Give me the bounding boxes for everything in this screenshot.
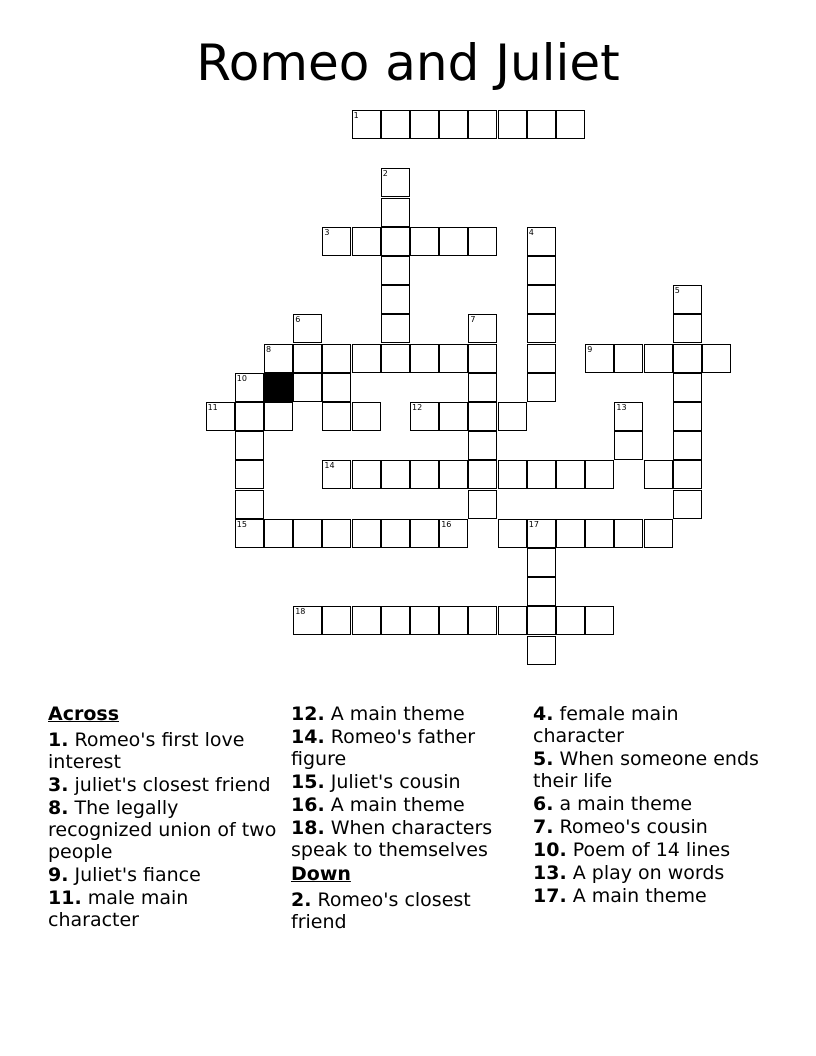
across-clue <box>291 703 521 725</box>
grid-cell[interactable] <box>439 519 468 548</box>
grid-cell[interactable] <box>468 110 497 139</box>
grid-cell[interactable] <box>468 490 497 519</box>
grid-cell[interactable] <box>381 227 410 256</box>
grid-cell[interactable] <box>673 402 702 431</box>
grid-cell[interactable] <box>527 460 556 489</box>
grid-cell[interactable] <box>673 285 702 314</box>
grid-cell[interactable] <box>264 344 293 373</box>
down-clue <box>533 839 773 861</box>
clue-number: 11. <box>48 887 82 909</box>
grid-cell[interactable] <box>468 606 497 635</box>
clue-number: 12. <box>291 703 325 725</box>
cell-number: 16 <box>441 519 452 529</box>
clue-number: 15. <box>291 771 325 793</box>
grid-cell[interactable] <box>381 110 410 139</box>
grid-cell[interactable] <box>468 344 497 373</box>
grid-cell[interactable] <box>527 636 556 665</box>
grid-cell[interactable] <box>468 402 497 431</box>
grid-cell[interactable] <box>468 314 497 343</box>
grid-cell[interactable] <box>352 402 381 431</box>
grid-cell[interactable] <box>498 460 527 489</box>
clue-number: 13. <box>533 862 567 884</box>
clue-text: a main theme <box>559 793 693 815</box>
grid-cell[interactable] <box>439 402 468 431</box>
clue-text: The legally recognized union of two people <box>48 797 277 863</box>
grid-cell[interactable] <box>527 256 556 285</box>
cell-number: 15 <box>236 519 247 529</box>
clue-text: When characters speak to themselves <box>291 817 493 861</box>
cell-number: 18 <box>295 607 306 617</box>
grid-cell[interactable] <box>644 460 673 489</box>
clue-number: 3. <box>48 774 69 796</box>
grid-cell[interactable] <box>322 402 351 431</box>
grid-cell[interactable] <box>322 227 351 256</box>
grid-cell[interactable] <box>527 314 556 343</box>
grid-cell[interactable] <box>235 373 264 402</box>
grid-cell[interactable] <box>468 227 497 256</box>
across-clue <box>48 774 278 796</box>
grid-cell[interactable] <box>556 606 585 635</box>
grid-cell[interactable] <box>410 460 439 489</box>
clue-text: Poem of 14 lines <box>572 839 731 861</box>
grid-cell[interactable] <box>556 110 585 139</box>
grid-cell[interactable] <box>410 519 439 548</box>
grid-cell[interactable] <box>614 344 643 373</box>
clue-text: Romeo's closest friend <box>291 889 471 933</box>
grid-cell[interactable] <box>322 519 351 548</box>
grid-cell[interactable] <box>264 402 293 431</box>
clue-number: 18. <box>291 817 325 839</box>
across-clue <box>48 887 278 931</box>
clue-number: 9. <box>48 864 69 886</box>
grid-cell[interactable] <box>322 373 351 402</box>
grid-cell[interactable] <box>498 110 527 139</box>
grid-cell[interactable] <box>644 344 673 373</box>
grid-cell[interactable] <box>235 431 264 460</box>
grid-cell[interactable] <box>381 285 410 314</box>
grid-cell[interactable] <box>527 577 556 606</box>
grid-cell[interactable] <box>702 344 731 373</box>
grid-cell[interactable] <box>498 606 527 635</box>
grid-cell[interactable] <box>556 519 585 548</box>
grid-cell[interactable] <box>381 344 410 373</box>
across-clue <box>48 729 278 773</box>
clue-text: female main character <box>533 703 679 747</box>
grid-cell[interactable] <box>352 519 381 548</box>
grid-cell[interactable] <box>381 256 410 285</box>
grid-cell[interactable] <box>264 519 293 548</box>
cell-number: 8 <box>266 344 272 354</box>
grid-cell[interactable] <box>381 314 410 343</box>
grid-cell[interactable] <box>293 519 322 548</box>
down-clue <box>533 793 773 815</box>
grid-cell[interactable] <box>527 227 556 256</box>
cell-number: 4 <box>528 227 534 237</box>
across-clue <box>48 797 278 863</box>
grid-cell[interactable] <box>498 402 527 431</box>
grid-cell[interactable] <box>381 168 410 197</box>
grid-cell[interactable] <box>439 460 468 489</box>
grid-cell[interactable] <box>527 373 556 402</box>
cell-number: 3 <box>324 227 330 237</box>
grid-cell[interactable] <box>585 606 614 635</box>
clue-number: 14. <box>291 726 325 748</box>
grid-cell[interactable] <box>410 110 439 139</box>
cell-number: 9 <box>587 344 593 354</box>
across-clue <box>291 817 521 861</box>
grid-cell[interactable] <box>527 519 556 548</box>
down-clue <box>533 862 773 884</box>
clue-number: 5. <box>533 748 554 770</box>
grid-cell[interactable] <box>410 402 439 431</box>
grid-cell[interactable] <box>673 314 702 343</box>
grid-cell[interactable] <box>527 606 556 635</box>
across-clue <box>291 771 521 793</box>
grid-cell[interactable] <box>527 285 556 314</box>
grid-cell[interactable] <box>381 606 410 635</box>
grid-cell[interactable] <box>235 519 264 548</box>
grid-cell[interactable] <box>468 460 497 489</box>
grid-cell[interactable] <box>381 460 410 489</box>
grid-cell[interactable] <box>293 606 322 635</box>
down-clue <box>533 748 773 792</box>
cell-number: 13 <box>616 403 627 412</box>
grid-cell[interactable] <box>673 490 702 519</box>
grid-cell-blocked <box>264 373 293 402</box>
grid-cell[interactable] <box>498 519 527 548</box>
cell-number: 6 <box>295 315 301 325</box>
clue-text: juliet's closest friend <box>74 774 271 796</box>
grid-cell[interactable] <box>322 606 351 635</box>
grid-cell[interactable] <box>352 606 381 635</box>
grid-cell[interactable] <box>673 373 702 402</box>
clue-number: 10. <box>533 839 567 861</box>
cell-number: 17 <box>528 519 539 529</box>
grid-cell[interactable] <box>614 431 643 460</box>
grid-cell[interactable] <box>293 314 322 343</box>
cell-number: 11 <box>207 403 218 412</box>
clue-text: Juliet's fiance <box>74 864 201 886</box>
grid-cell[interactable] <box>381 198 410 227</box>
grid-cell[interactable] <box>527 548 556 577</box>
grid-cell[interactable] <box>293 344 322 373</box>
grid-cell[interactable] <box>381 519 410 548</box>
grid-cell[interactable] <box>468 373 497 402</box>
grid-cell[interactable] <box>410 606 439 635</box>
across-clue <box>48 864 278 886</box>
clue-text: A main theme <box>330 703 465 725</box>
grid-cell[interactable] <box>235 402 264 431</box>
cell-number: 10 <box>236 373 247 383</box>
clue-number: 7. <box>533 816 554 838</box>
grid-cell[interactable] <box>352 110 381 139</box>
clue-number: 16. <box>291 794 325 816</box>
grid-cell[interactable] <box>206 402 235 431</box>
clue-text: Romeo's cousin <box>559 816 708 838</box>
grid-cell[interactable] <box>468 431 497 460</box>
grid-cell[interactable] <box>352 227 381 256</box>
cell-number: 2 <box>382 169 388 179</box>
grid-cell[interactable] <box>410 344 439 373</box>
grid-cell[interactable] <box>352 460 381 489</box>
grid-cell[interactable] <box>673 460 702 489</box>
clue-text: When someone ends their life <box>533 748 759 792</box>
clues-column-2 <box>291 703 521 934</box>
grid-cell[interactable] <box>614 402 643 431</box>
clue-text: Juliet's cousin <box>330 771 461 793</box>
grid-cell[interactable] <box>439 227 468 256</box>
cell-number: 12 <box>412 403 423 412</box>
across-clue <box>291 794 521 816</box>
clue-number: 6. <box>533 793 554 815</box>
clue-number: 4. <box>533 703 554 725</box>
grid-cell[interactable] <box>527 110 556 139</box>
grid-cell[interactable] <box>235 490 264 519</box>
grid-cell[interactable] <box>439 110 468 139</box>
grid-cell[interactable] <box>439 606 468 635</box>
cell-number: 7 <box>470 315 476 325</box>
grid-cell[interactable] <box>585 344 614 373</box>
grid-cell[interactable] <box>644 519 673 548</box>
grid-cell[interactable] <box>527 344 556 373</box>
clue-text: male main character <box>48 887 189 931</box>
grid-cell[interactable] <box>352 344 381 373</box>
clue-text: A main theme <box>330 794 465 816</box>
down-clue <box>533 885 773 907</box>
grid-cell[interactable] <box>322 460 351 489</box>
grid-cell[interactable] <box>556 460 585 489</box>
clue-number: 8. <box>48 797 69 819</box>
grid-cell[interactable] <box>614 519 643 548</box>
clue-number: 17. <box>533 885 567 907</box>
down-heading: Down <box>291 863 351 885</box>
grid-cell[interactable] <box>585 460 614 489</box>
down-clue <box>291 889 521 933</box>
down-clue <box>533 816 773 838</box>
grid-cell[interactable] <box>673 431 702 460</box>
clue-text: A main theme <box>572 885 707 907</box>
down-clue <box>533 703 773 747</box>
page-title: Romeo and Juliet <box>196 34 620 92</box>
clue-text: A play on words <box>572 862 725 884</box>
clue-text: Romeo's father figure <box>291 726 475 770</box>
grid-cell[interactable] <box>585 519 614 548</box>
grid-cell[interactable] <box>673 344 702 373</box>
grid-cell[interactable] <box>235 460 264 489</box>
clues-column-1 <box>48 703 278 932</box>
clues-column-3 <box>533 703 773 908</box>
cell-number: 5 <box>674 286 680 296</box>
clue-number: 2. <box>291 889 312 911</box>
grid-cell[interactable] <box>293 373 322 402</box>
clue-text: Romeo's first love interest <box>48 729 245 773</box>
grid-cell[interactable] <box>410 227 439 256</box>
across-clue <box>291 726 521 770</box>
clue-number: 1. <box>48 729 69 751</box>
grid-cell[interactable] <box>322 344 351 373</box>
across-heading: Across <box>48 703 120 725</box>
cell-number: 14 <box>324 461 335 471</box>
cell-number: 1 <box>353 111 359 120</box>
grid-cell[interactable] <box>439 344 468 373</box>
